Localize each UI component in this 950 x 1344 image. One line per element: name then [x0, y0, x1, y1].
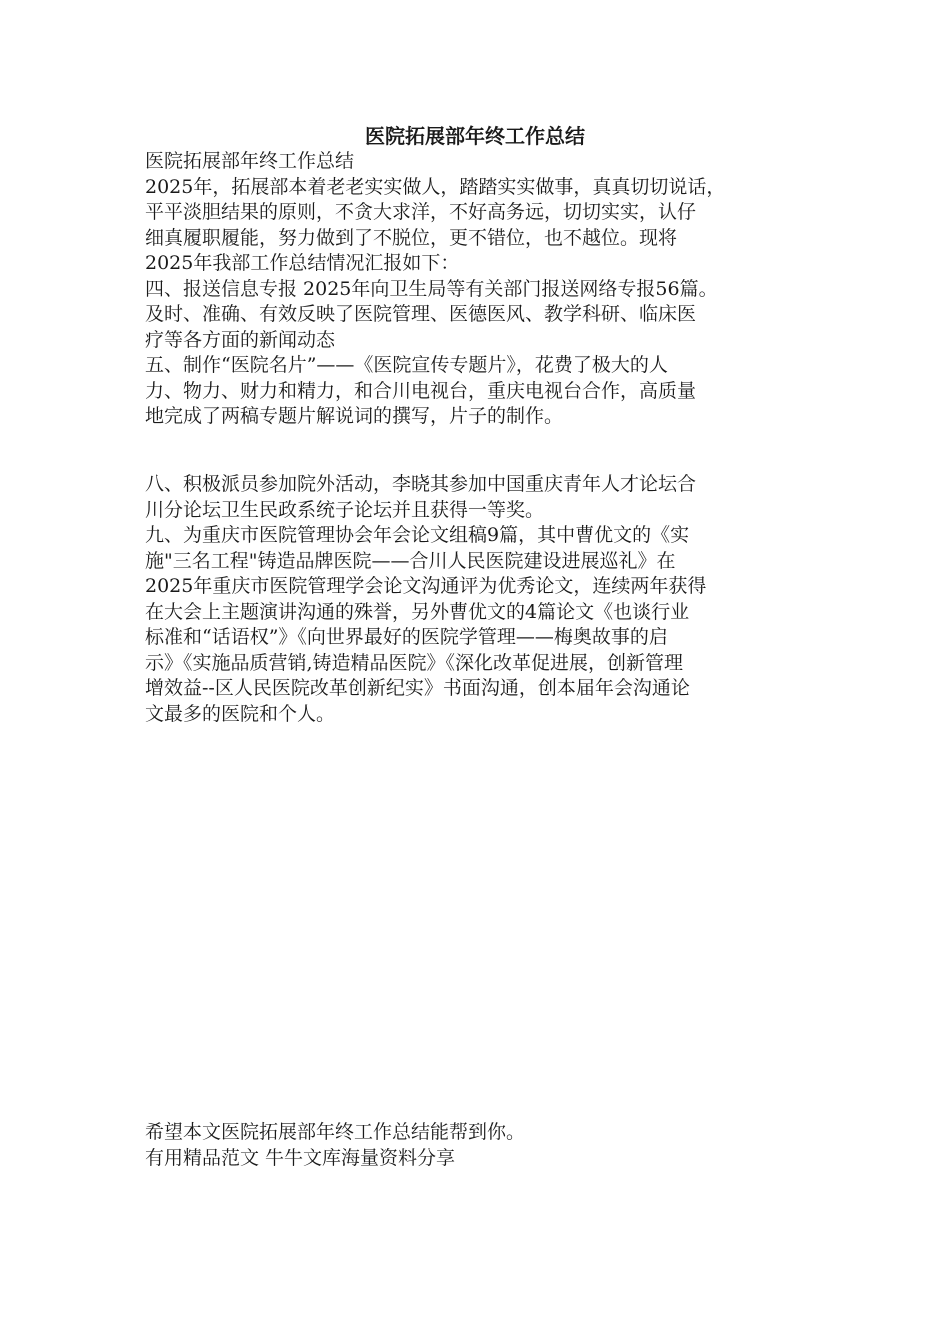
text-line: 疗等各方面的新闻动态: [145, 328, 336, 351]
text-line: 九、为重庆市医院管理协会年会论文组稿9篇，其中曹优文的《实: [145, 524, 690, 546]
text-line: 医院拓展部年终工作总结: [145, 150, 355, 172]
text-line: 力、物力、财力和精力，和合川电视台，重庆电视台合作，高质量: [145, 379, 697, 402]
text-line: 文最多的医院和个人。: [145, 702, 336, 725]
text-line: 标准和“话语权”》《向世界最好的医院学管理——梅奥故事的启: [145, 626, 668, 648]
text-line: 2025年，拓展部本着老老实实做人，踏踏实实做事，真真切切说话，: [145, 175, 726, 198]
text-line: 示》《实施品质营销,铸造精品医院》《深化改革促进展，创新管理: [145, 651, 684, 674]
text-line: 川分论坛卫生民政系统子论坛并且获得一等奖。: [145, 498, 545, 521]
text-line: 在大会上主题演讲沟通的殊誉，另外曹优文的4篇论文《也谈行业: [145, 600, 690, 623]
text-line: 细真履职履能，努力做到了不脱位，更不错位，也不越位。现将: [145, 226, 678, 249]
text-line: 八、积极派员参加院外活动，李晓其参加中国重庆青年人才论坛合: [145, 473, 697, 495]
text-line: 平平淡胆结果的原则，不贪大求洋，不好高务远，切切实实，认仔: [145, 201, 697, 223]
document-body-section-1: [145, 149, 825, 430]
text-line: 施"三名工程"铸造品牌医院——合川人民医院建设进展巡礼》在: [145, 549, 676, 572]
text-line: 地完成了两稿专题片解说词的撰写，片子的制作。: [145, 405, 564, 427]
text-line: 及时、准确、有效反映了医院管理、医德医风、教学科研、临床医: [145, 303, 697, 325]
document-title: 医院拓展部年终工作总结: [365, 124, 585, 148]
text-line: 四、报送信息专报 2025年向卫生局等有关部门报送网络专报56篇。: [145, 277, 718, 300]
text-line: 2025年我部工作总结情况汇报如下：: [145, 252, 460, 274]
document-body-section-2: [145, 472, 825, 727]
document-footer-section: [145, 1120, 825, 1171]
text-line: 五、制作“医院名片”——《医院宣传专题片》，花费了极大的人: [145, 354, 668, 376]
closing-line: 希望本文医院拓展部年终工作总结能帮到你。: [145, 1121, 526, 1143]
source-line: 有用精品范文 牛牛文库海量资料分享: [145, 1146, 456, 1169]
text-line: 2025年重庆市医院管理学会论文沟通评为优秀论文，连续两年获得: [145, 575, 707, 597]
text-line: 增效益--区人民医院改革创新纪实》书面沟通，创本届年会沟通论: [145, 677, 690, 699]
